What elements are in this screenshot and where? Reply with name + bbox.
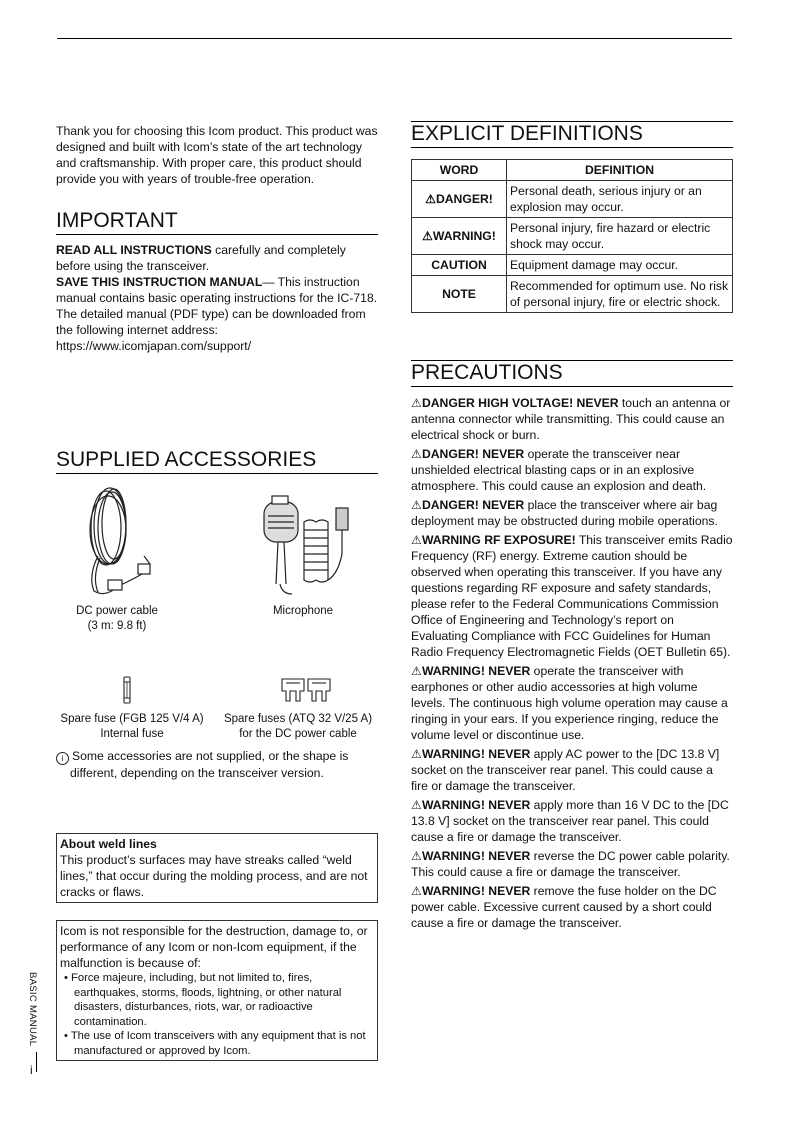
warning-triangle-icon: ⚠ [411,664,422,678]
precaution-lead: DANGER! NEVER [421,447,525,461]
word-cell [412,181,507,218]
definition-cell: Personal injury, fire hazard or electric shock may occur. [507,218,733,255]
precaution-text: This transceiver emits Radio Frequency (RF) energy. Extreme caution should be observed when operating this transceiver. If you have any questions regarding RF exposure and safety standards, please refer to the Federal Communications Commission Office of Engineering and Technology’s report on Evaluating Compliance with FCC Guidelines for Human Radio Frequency Electromagnetic Fields (OET Bulletin 65). [411,533,733,659]
disclaimer-bullet-1: Force majeure, including, but not limited to, fires, earthquakes, storms, floods, lightning, or other natural disasters, disturbances, riots, war, or radioactive contamination. [71,972,342,1028]
precaution-lead: DANGER HIGH VOLTAGE! NEVER [421,396,619,410]
word-cell: NOTE [412,276,507,313]
word-cell: CAUTION [412,255,507,276]
precaution-item [411,883,733,931]
warning-triangle-icon: ⚠ [411,533,422,547]
precaution-lead: WARNING! NEVER [421,664,531,678]
precaution-lead: WARNING RF EXPOSURE! [421,533,576,547]
accessories-heading: SUPPLIED ACCESSORIES [56,448,317,471]
definition-cell: Personal death, serious injury or an explosion may occur. [507,181,733,218]
definitions-table [411,159,733,313]
table-row [412,181,733,218]
precaution-text: operate the transceiver with earphones or other audio accessories at high volume levels. The continuous high volume operation may cause a ringing in your ears. If you experience ringing, reduce the volume level or discontinue use. [411,664,728,742]
precaution-item [411,532,733,660]
header-rule [57,38,732,39]
left-column [56,123,378,354]
spare-fuse-type: Internal fuse [100,728,164,740]
disclaimer-box [56,920,378,1061]
precaution-lead: WARNING! NEVER [421,798,531,812]
page-number: i [30,1063,33,1077]
dc-power-cable-illustration [78,486,158,602]
warning-triangle-icon: ⚠ [425,192,436,206]
save-bold: SAVE THIS INSTRUCTION MANUAL [56,275,263,289]
disclaimer-list [60,971,374,1058]
spare-fuses-illustration [280,675,332,705]
dc-cable-length: (3 m: 9.8 ft) [87,620,147,632]
word-cell [412,218,507,255]
precautions-list [411,395,733,931]
important-heading: IMPORTANT [56,209,178,232]
spare-fuse-illustration [122,676,132,704]
spare-fuses-name: Spare fuses (ATQ 32 V/25 A) [223,713,373,725]
table-header-row [412,160,733,181]
spare-fuses-type: for the DC power cable [239,728,357,740]
warning-triangle-icon: ⚠ [411,447,422,461]
warning-triangle-icon: ⚠ [411,849,422,863]
definition-cell: Equipment damage may occur. [507,255,733,276]
disclaimer-bullet-2: The use of Icom transceivers with any equipment that is not manufactured or approved by Icom. [70,1030,366,1057]
precaution-text: apply AC power to the [DC 13.8 V] socket on the transceiver rear panel. This could cause a fire or damage the transceiver. [411,747,720,793]
precaution-item [411,797,733,845]
side-label: BASIC MANUAL [27,972,38,1047]
word-warning: WARNING! [432,229,496,243]
precaution-lead: DANGER! NEVER [421,498,525,512]
precaution-text: place the transceiver where air bag deployment may be obstructed during mobile operations. [411,498,718,528]
col-word-header: WORD [412,160,507,181]
save-rest: — This instruction manual contains basic operating instructions for the IC-718. [56,275,378,305]
intro-text: Thank you for choosing this Icom product. This product was designed and built with Icom’s state of the art technology and craftsmanship. With proper care, this product should provide you with years of trouble-free operation. [56,124,378,186]
precautions-heading: PRECAUTIONS [411,361,563,384]
accessory-microphone-label [242,604,364,619]
warning-triangle-icon: ⚠ [411,747,422,761]
weld-lines-box [56,833,378,903]
disclaimer-body: Icom is not responsible for the destruction, damage to, or performance of any Icom or non-Icom equipment, if the malfunction is because of: [60,924,368,970]
precaution-item [411,746,733,794]
precaution-lead: WARNING! NEVER [421,849,531,863]
accessories-section [56,448,378,474]
table-row [412,218,733,255]
definitions-section [411,121,733,313]
precaution-text: touch an antenna or antenna connector while transmitting. This could cause an electrical shock or burn. [411,396,731,442]
warning-triangle-icon: ⚠ [411,498,422,512]
important-read [56,242,378,274]
precaution-text: operate the transceiver near unshielded electrical blasting caps or in an explosive atmosphere. This could cause an explosion and death. [411,447,707,493]
accessories-note [56,748,392,781]
precaution-lead: WARNING! NEVER [421,884,531,898]
side-rule [36,1052,37,1072]
definition-cell: Recommended for optimum use. No risk of personal injury, fire or electric shock. [507,276,733,313]
weld-lines-title: About weld lines [60,837,157,851]
table-row [412,276,733,313]
warning-triangle-icon: ⚠ [422,229,433,243]
accessories-note-text: Some accessories are not supplied, or the shape is different, depending on the transceiver version. [70,749,349,780]
precaution-item [411,663,733,743]
weld-lines-body: This product’s surfaces may have streaks called “weld lines,” that occur during the molding process, and are not cracks or flaws. [60,853,368,899]
important-url[interactable]: https://www.icomjapan.com/support/ [56,339,252,353]
definitions-heading: EXPLICIT DEFINITIONS [411,122,643,145]
precaution-text: remove the fuse holder on the DC power cable. Excessive current caused by a short could cause a fire or damage the transceiver. [411,884,717,930]
read-bold: READ ALL INSTRUCTIONS [56,243,212,257]
precaution-text: reverse the DC power cable polarity. This could cause a fire or damage the transceiver. [411,849,730,879]
accessory-spare-fuse-label [52,712,212,742]
word-danger: DANGER! [435,192,493,206]
precaution-item [411,497,733,529]
warning-triangle-icon: ⚠ [411,884,422,898]
precaution-item [411,395,733,443]
read-rest: carefully and completely before using the transceiver. [56,243,346,273]
precautions-section [411,360,733,931]
microphone-name: Microphone [272,605,334,617]
important-save [56,274,378,306]
warning-triangle-icon: ⚠ [411,798,422,812]
precaution-lead: WARNING! NEVER [421,747,531,761]
list-item: • Force majeure, including, but not limited to, fires, earthquakes, storms, floods, lightning, or other natural disasters, disturbances, riots, war, or radioactive contamination. [64,972,342,1028]
warning-triangle-icon: ⚠ [411,396,422,410]
important-detail: The detailed manual (PDF type) can be downloaded from the following internet address: [56,307,366,337]
list-item: • The use of Icom transceivers with any equipment that is not manufactured or approved by Icom. [64,1030,366,1057]
precaution-item [411,446,733,494]
accessory-spare-fuses-label [216,712,380,742]
table-row [412,255,733,276]
accessories-rule [56,473,378,474]
accessory-dc-cable-label [56,604,178,634]
col-definition-header: DEFINITION [507,160,733,181]
precaution-item [411,848,733,880]
info-icon: i [56,752,69,765]
spare-fuse-name: Spare fuse (FGB 125 V/4 A) [60,713,204,725]
precaution-text: apply more than 16 V DC to the [DC 13.8 V] socket on the transceiver rear panel. This could cause a fire or damage the transceiver. [411,798,729,844]
dc-cable-name: DC power cable [76,605,158,617]
microphone-illustration [258,494,358,598]
